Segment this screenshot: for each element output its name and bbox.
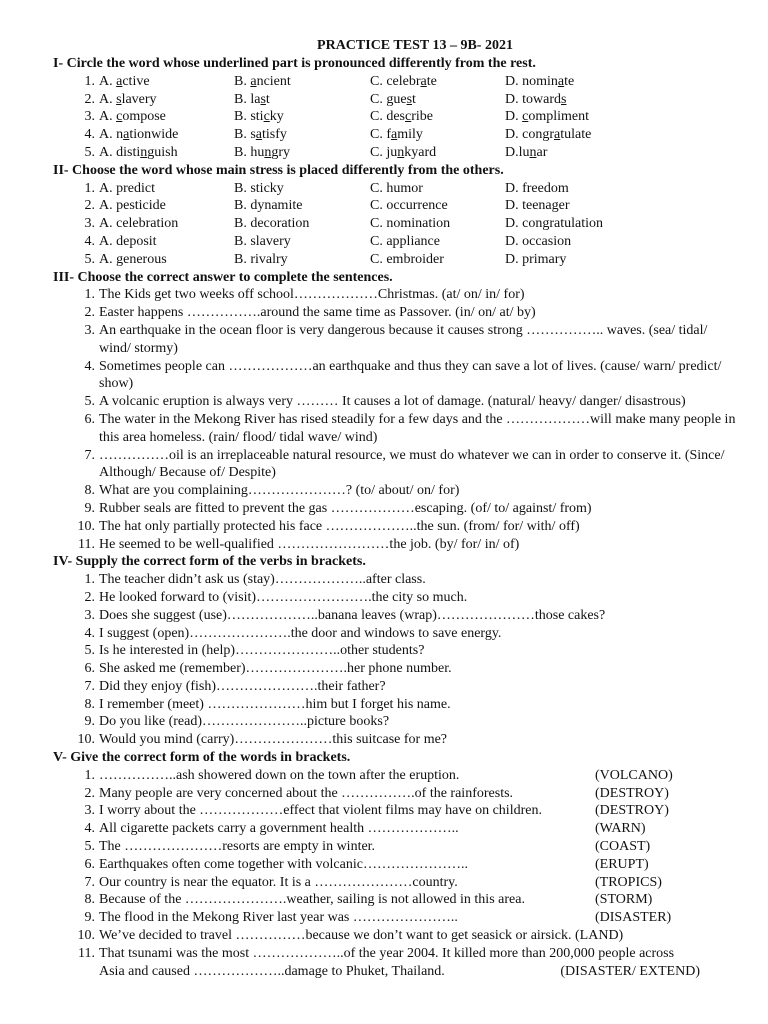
option-c: C. guest	[370, 91, 416, 107]
grammar-question-2	[53, 304, 743, 322]
word-form-question-6	[53, 856, 743, 874]
question-number: 10.	[77, 928, 95, 944]
grammar-question-11	[53, 536, 743, 554]
question-number: 7.	[84, 874, 95, 890]
word-form-question-8	[53, 891, 743, 909]
verb-question-8	[53, 696, 743, 714]
question-text: I suggest (open)………………….the door and windows to save energy.	[99, 625, 502, 641]
word-hint: (STORM)	[595, 892, 653, 908]
word-hint: (VOLCANO)	[595, 767, 673, 783]
question-number: 9.	[84, 714, 95, 730]
underlined-letter: s	[561, 91, 567, 107]
section-2-heading: II- Choose the word whose main stress is placed differently from the others.	[53, 162, 504, 178]
question-number: 5.	[84, 643, 95, 659]
underlined-letter: s	[406, 91, 413, 107]
option-b: B. last	[234, 91, 270, 107]
underlined-letter: n	[529, 144, 537, 160]
option-a: A. predict	[99, 180, 155, 196]
question-number: 8.	[84, 892, 95, 908]
underlined-letter: a	[420, 73, 427, 89]
question-number: 4.	[84, 625, 95, 641]
underlined-letter: a	[255, 127, 263, 143]
question-text: Does she suggest (use)………………..banana leaves (wrap)…………………those cakes?	[99, 607, 606, 623]
section-4-heading: IV- Supply the correct form of the verbs in brackets.	[53, 554, 366, 570]
underlined-letter: n	[397, 144, 405, 160]
question-number: 4.	[84, 358, 95, 374]
question-number: 5.	[84, 394, 95, 410]
grammar-question-9	[53, 500, 743, 518]
underlined-letter: c	[263, 109, 270, 125]
question-text: Many people are very concerned about the …………….of the rainforests.	[99, 785, 514, 801]
option-a: A. nationwide	[99, 127, 179, 143]
question-number: 2.	[84, 785, 95, 801]
question-number: 5.	[84, 839, 95, 855]
question-number: 11.	[78, 945, 95, 961]
section-1-heading: I- Circle the word whose underlined part is pronounced differently from the rest.	[53, 56, 536, 71]
section-4-list	[53, 571, 743, 749]
option-b: B. decoration	[234, 216, 310, 232]
option-c: C. appliance	[370, 233, 440, 249]
underlined-letter: c	[405, 109, 412, 125]
question-text: He seemed to be well-qualified ……………………the job. (by/ for/ in/ of)	[99, 536, 520, 552]
question-number: 9.	[84, 500, 95, 516]
page-title: PRACTICE TEST 13 – 9B- 2021	[317, 38, 513, 53]
option-a: A. generous	[99, 251, 167, 267]
question-text: Would you mind (carry)…………………this suitcase for me?	[99, 732, 448, 748]
question-number: 2.	[84, 589, 95, 605]
underlined-letter: a	[116, 73, 123, 89]
question-text: Is he interested in (help)…………………..other students?	[99, 643, 425, 659]
question-number: 10.	[77, 732, 95, 748]
option-a: A. pesticide	[99, 198, 166, 214]
question-text: Our country is near the equator. It is a …………………country.	[99, 874, 458, 890]
question-number: 2.	[84, 198, 95, 214]
option-c: C. occurrence	[370, 198, 448, 214]
question-text: The …………………resorts are empty in winter.	[99, 839, 376, 855]
question-text: She asked me (remember)………………….her phone number.	[99, 661, 452, 677]
stress-question-2	[53, 197, 743, 215]
question-number: 1.	[84, 180, 95, 196]
question-text: We’ve decided to travel ……………because we don’t want to get seasick or airsick. (LAND)	[99, 928, 624, 944]
question-text: That tsunami was the most ………………..of the year 2004. It killed more than 200,000 people across	[99, 945, 675, 961]
question-number: 2.	[84, 305, 95, 321]
question-number: 8.	[84, 483, 95, 499]
question-number: 7.	[84, 678, 95, 694]
question-number: 3.	[84, 607, 95, 623]
section-5-list	[53, 767, 743, 981]
verb-question-10	[53, 731, 743, 749]
option-d: D. congratulation	[505, 216, 603, 232]
question-number: 3.	[84, 322, 95, 338]
underlined-letter: n	[264, 144, 272, 160]
stress-question-5	[53, 251, 743, 269]
question-number: 2.	[84, 91, 95, 107]
option-c: C. nomination	[370, 216, 451, 232]
question-text: Earthquakes often come together with volcanic…………………..	[99, 856, 468, 872]
option-c: C. embroider	[370, 251, 444, 267]
grammar-question-1	[53, 286, 743, 304]
option-c: C. family	[370, 127, 423, 143]
word-form-question-1	[53, 767, 743, 785]
question-text: I worry about the ………………effect that violent films may have on children.	[99, 803, 542, 819]
question-number: 3.	[84, 109, 95, 125]
option-b: B. slavery	[234, 233, 291, 249]
grammar-question-5	[53, 393, 743, 411]
question-text: The water in the Mekong River has rised steadily for a few days and the ………………will make many people in this area homeless. (rain/ flood/ tidal wave/ wind)	[99, 411, 736, 445]
option-c: C. humor	[370, 180, 423, 196]
question-number: 11.	[78, 536, 95, 552]
question-text: Sometimes people can ………………an earthquake and thus they can save a lot of lives. (cause/ warn/ predict/ show)	[99, 358, 722, 392]
question-number: 6.	[84, 661, 95, 677]
word-hint: (COAST)	[595, 839, 651, 855]
grammar-question-4	[53, 358, 743, 394]
option-b: B. dynamite	[234, 198, 303, 214]
word-hint: (DISASTER/ EXTEND)	[560, 963, 700, 979]
verb-question-2	[53, 589, 743, 607]
question-number: 5.	[84, 144, 95, 160]
question-text: Did they enjoy (fish)………………….their father?	[99, 678, 386, 694]
grammar-question-7	[53, 447, 743, 483]
option-a: A. compose	[99, 109, 166, 125]
pronunciation-question-2	[53, 91, 743, 109]
underlined-letter: a	[123, 127, 130, 143]
question-number: 1.	[84, 287, 95, 303]
underlined-letter: c	[116, 109, 123, 125]
question-number: 10.	[77, 518, 95, 534]
question-text: Rubber seals are fitted to prevent the gas ………………escaping. (of/ to/ against/ from)	[99, 500, 592, 516]
word-hint: (DESTROY)	[595, 785, 669, 801]
pronunciation-question-1	[53, 73, 743, 91]
verb-question-4	[53, 625, 743, 643]
question-number: 1.	[84, 572, 95, 588]
option-d: D. teenager	[505, 198, 570, 214]
question-text: What are you complaining…………………? (to/ about/ on/ for)	[99, 483, 460, 499]
pronunciation-question-5	[53, 144, 743, 162]
question-number: 8.	[84, 696, 95, 712]
section-1-list	[53, 73, 743, 162]
option-a: A. deposit	[99, 233, 157, 249]
question-text: The flood in the Mekong River last year was …………………..	[99, 910, 458, 926]
section-3-list	[53, 286, 743, 553]
stress-question-3	[53, 215, 743, 233]
underlined-letter: s	[260, 91, 266, 107]
verb-question-6	[53, 660, 743, 678]
question-text: ……………oil is an irreplaceable natural resource, we must do whatever we can in order to conserve it. (Since/ Although/ Because of/ Despite)	[99, 447, 725, 481]
option-c: C. describe	[370, 109, 433, 125]
option-d: D. towards	[505, 91, 567, 107]
underlined-letter: s	[116, 91, 122, 107]
question-text: All cigarette packets carry a government health ………………..	[99, 821, 459, 837]
question-number: 3.	[84, 803, 95, 819]
question-text: ……………..ash showered down on the town after the eruption.	[99, 767, 460, 783]
underlined-letter: a	[250, 73, 257, 89]
question-text: A volcanic eruption is always very ……… It causes a lot of damage. (natural/ heavy/ danger/ disastrous)	[99, 394, 686, 410]
grammar-question-6	[53, 411, 743, 447]
verb-question-1	[53, 571, 743, 589]
question-number: 4.	[84, 233, 95, 249]
option-b: B. hungry	[234, 144, 291, 160]
underlined-letter: a	[391, 127, 398, 143]
word-form-question-10	[53, 927, 743, 945]
verb-question-3	[53, 607, 743, 625]
option-d: D. freedom	[505, 180, 569, 196]
option-b: B. rivalry	[234, 251, 288, 267]
question-number: 9.	[84, 910, 95, 926]
option-d: D.lunar	[505, 144, 548, 160]
option-a: A. slavery	[99, 91, 157, 107]
question-number: 5.	[84, 251, 95, 267]
option-a: A. distinguish	[99, 144, 178, 160]
question-number: 1.	[84, 767, 95, 783]
word-form-question-11	[53, 945, 743, 981]
question-text: Easter happens …………….around the same time as Passover. (in/ on/ at/ by)	[99, 305, 536, 321]
option-d: D. nominate	[505, 73, 575, 89]
word-form-question-7	[53, 874, 743, 892]
question-text: He looked forward to (visit)…………………….the city so much.	[99, 589, 468, 605]
word-hint: (DESTROY)	[595, 803, 669, 819]
word-form-question-4	[53, 820, 743, 838]
question-text: I remember (meet) …………………him but I forget his name.	[99, 696, 451, 712]
option-a: A. active	[99, 73, 150, 89]
verb-question-7	[53, 678, 743, 696]
underlined-letter: n	[140, 144, 148, 160]
question-text: The teacher didn’t ask us (stay)………………..after class.	[99, 572, 426, 588]
word-hint: (ERUPT)	[595, 856, 649, 872]
section-3-heading: III- Choose the correct answer to complete the sentences.	[53, 269, 393, 285]
option-d: D. occasion	[505, 233, 572, 249]
option-d: D. compliment	[505, 109, 590, 125]
section-5-heading: V- Give the correct form of the words in brackets.	[53, 750, 351, 766]
stress-question-1	[53, 180, 743, 198]
word-form-question-5	[53, 838, 743, 856]
option-b: B. satisfy	[234, 127, 287, 143]
grammar-question-3	[53, 322, 743, 358]
question-number: 6.	[84, 411, 95, 427]
option-b: B. sticky	[234, 180, 284, 196]
underlined-letter: c	[522, 109, 529, 125]
word-hint: (WARN)	[595, 821, 646, 837]
option-c: C. junkyard	[370, 144, 437, 160]
grammar-question-10	[53, 518, 743, 536]
question-number: 7.	[84, 447, 95, 463]
option-b: B. sticky	[234, 109, 284, 125]
option-d: D. congratulate	[505, 127, 592, 143]
underlined-letter: a	[554, 127, 561, 143]
word-form-question-9	[53, 909, 743, 927]
grammar-question-8	[53, 482, 743, 500]
question-number: 4.	[84, 127, 95, 143]
question-text: An earthquake in the ocean floor is very dangerous because it causes strong …………….. waves. (sea/ tidal/ wind/ stormy)	[99, 322, 708, 356]
question-text-continued: Asia and caused ………………..damage to Phuket, Thailand.	[99, 963, 445, 979]
verb-question-9	[53, 713, 743, 731]
question-text: Do you like (read)…………………..picture books?	[99, 714, 390, 730]
stress-question-4	[53, 233, 743, 251]
word-form-question-2	[53, 785, 743, 803]
verb-question-5	[53, 642, 743, 660]
option-b: B. ancient	[234, 73, 291, 89]
word-hint: (TROPICS)	[595, 874, 662, 890]
question-number: 4.	[84, 821, 95, 837]
question-text: The Kids get two weeks off school………………Christmas. (at/ on/ in/ for)	[99, 287, 525, 303]
word-form-question-3	[53, 802, 743, 820]
option-a: A. celebration	[99, 216, 179, 232]
question-text: The hat only partially protected his face ………………..the sun. (from/ for/ with/ off)	[99, 518, 580, 534]
question-number: 6.	[84, 856, 95, 872]
option-c: C. celebrate	[370, 73, 437, 89]
word-hint: (DISASTER)	[595, 910, 672, 926]
question-number: 3.	[84, 216, 95, 232]
question-text: Because of the ………………….weather, sailing is not allowed in this area.	[99, 892, 525, 908]
underlined-letter: a	[557, 73, 565, 89]
pronunciation-question-3	[53, 108, 743, 126]
question-number: 1.	[84, 73, 95, 89]
section-2-list	[53, 180, 743, 269]
worksheet-content	[53, 55, 743, 980]
pronunciation-question-4	[53, 126, 743, 144]
option-d: D. primary	[505, 251, 567, 267]
